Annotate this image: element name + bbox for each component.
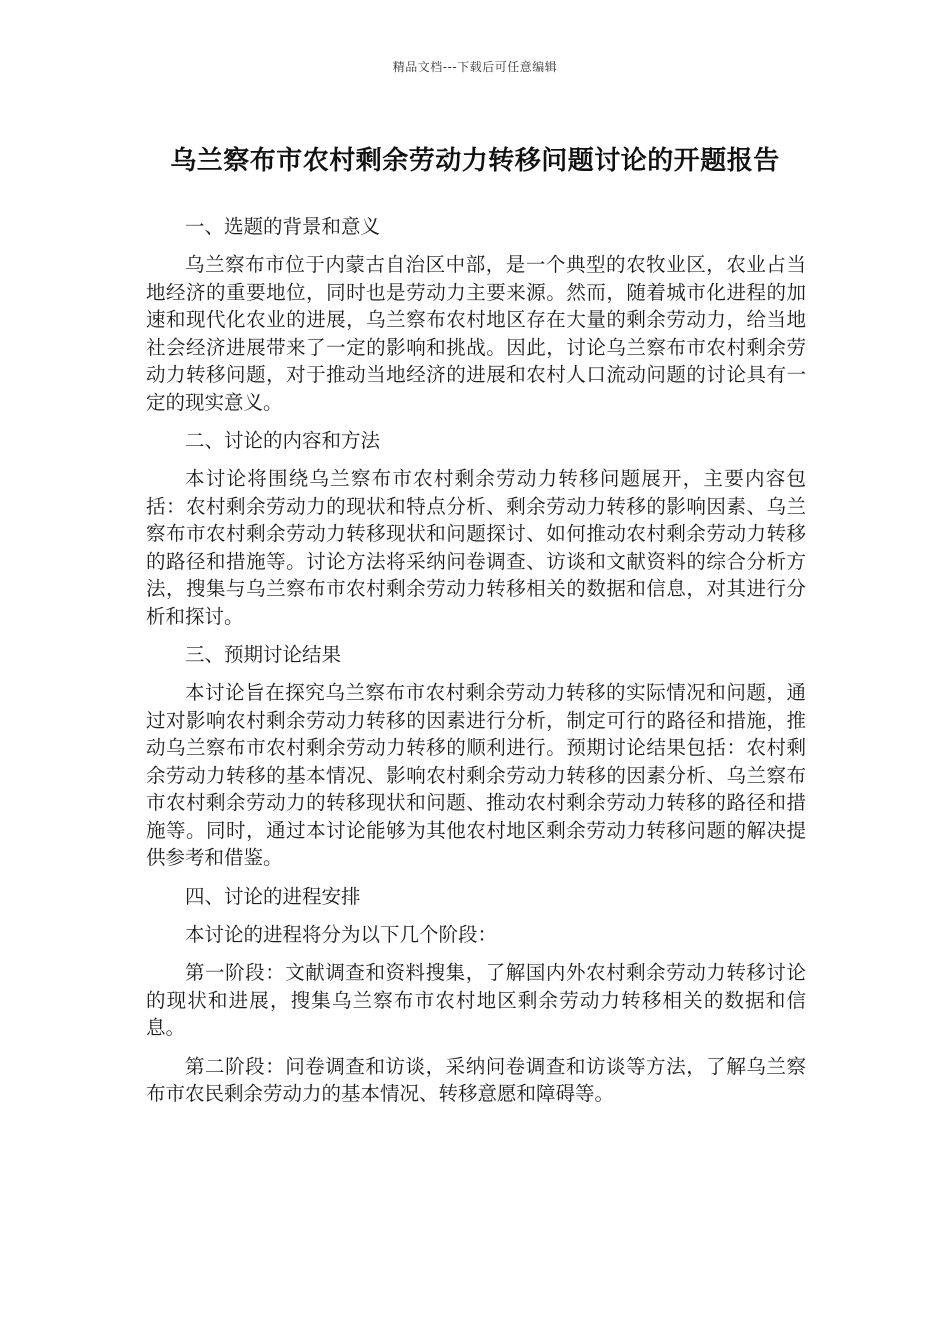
section-background (146, 213, 806, 416)
section-schedule (146, 883, 806, 1108)
paragraph: 第一阶段：文献调查和资料搜集，了解国内外农村剩余劳动力转移讨论的现状和进展，搜集乌兰察布市农村地区剩余劳动力转移相关的数据和信息。 (146, 961, 806, 1039)
header-note: 精品文档---下载后可任意编辑 (392, 60, 558, 74)
section-heading: 三、预期讨论结果 (185, 643, 342, 666)
paragraph: 本讨论的进程将分为以下几个阶段： (185, 922, 498, 946)
document-body (146, 209, 806, 1119)
paragraph: 本讨论将围绕乌兰察布市农村剩余劳动力转移问题展开，主要内容包括：农村剩余劳动力的现状和特点分析、剩余劳动力转移的影响因素、乌兰察布市农村剩余劳动力转移现状和问题探讨、如何推动农村剩余劳动力转移的路径和措施等。讨论方法将采纳问卷调查、访谈和文献资料的综合分析方法，搜集与乌兰察布市农村剩余劳动力转移相关的数据和信息，对其进行分析和探讨。 (146, 467, 806, 628)
section-content-methods (146, 427, 806, 630)
paragraph: 第二阶段：问卷调查和访谈，采纳问卷调查和访谈等方法，了解乌兰察布市农民剩余劳动力的基本情况、转移意愿和障碍等。 (146, 1054, 806, 1105)
section-heading: 四、讨论的进程安排 (185, 884, 361, 908)
section-heading: 一、选题的背景和意义 (185, 215, 381, 238)
section-expected-results (146, 641, 806, 872)
document-title: 乌兰察布市农村剩余劳动力转移问题讨论的开题报告 (170, 146, 780, 176)
paragraph: 乌兰察布市位于内蒙古自治区中部，是一个典型的农牧业区，农业占当地经济的重要地位，同时也是劳动力主要来源。然而，随着城市化进程的加速和现代化农业的进展，乌兰察布农村地区存在大量的剩余劳动力，给当地社会经济进展带来了一定的影响和挑战。因此，讨论乌兰察布市农村剩余劳动力转移问题，对于推动当地经济的进展和农村人口流动问题的讨论具有一定的现实意义。 (146, 253, 806, 414)
section-heading: 二、讨论的内容和方法 (185, 429, 381, 452)
paragraph: 本讨论旨在探究乌兰察布市农村剩余劳动力转移的实际情况和问题，通过对影响农村剩余劳动力转移的因素进行分析，制定可行的路径和措施，推动乌兰察布市农村剩余劳动力转移的顺利进行。预期讨论结果包括：农村剩余劳动力转移的基本情况、影响农村剩余劳动力转移的因素分析、乌兰察布市农村剩余劳动力的转移现状和问题、推动农村剩余劳动力转移的路径和措施等。同时，通过本讨论能够为其他农村地区剩余劳动力转移问题的解决提供参考和借鉴。 (146, 681, 806, 869)
